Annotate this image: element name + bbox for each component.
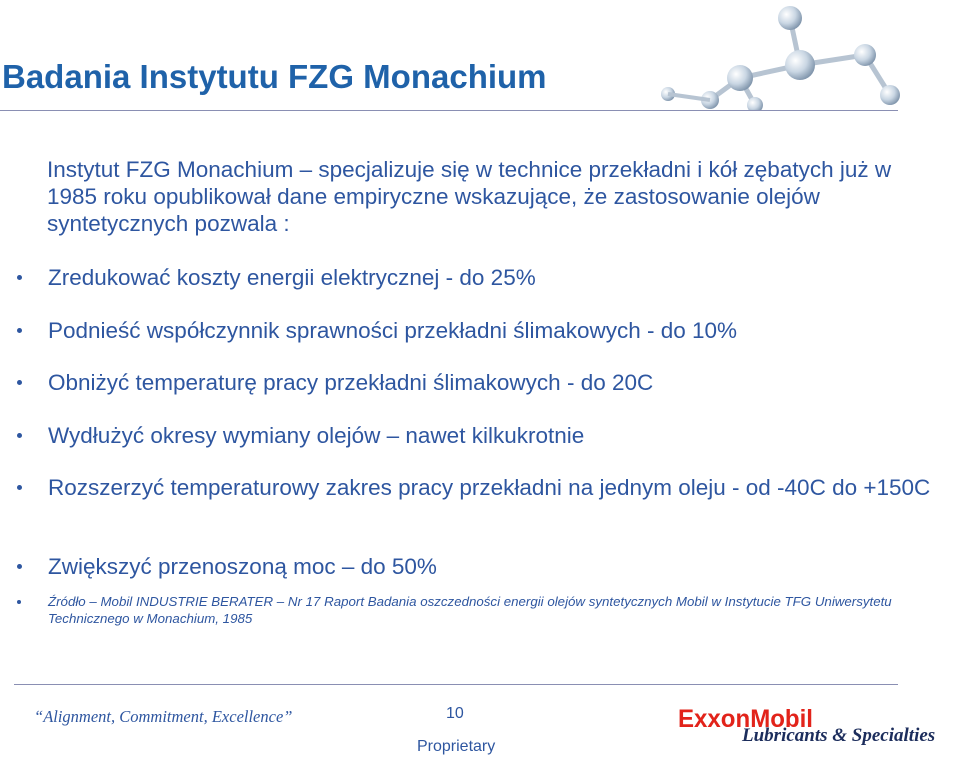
source-citation: Źródło – Mobil INDUSTRIE BERATER – Nr 17 Raport Badania oszczedności energii olejów syntetycznych Mobil w Instytucie TFG Uniwersytetu Technicznego w Monachium, 1985: [48, 593, 928, 627]
footer-divider: [14, 684, 898, 685]
slide-title: Badania Instytutu FZG Monachium: [2, 58, 547, 95]
list-item: Zwiększyć przenoszoną moc – do 50%: [48, 553, 948, 580]
list-item: Wydłużyć okresy wymiany olejów – nawet kilkukrotnie: [48, 422, 948, 449]
list-item: Podnieść współczynnik sprawności przekładni ślimakowych - do 10%: [48, 317, 948, 344]
footer-motto: “Alignment, Commitment, Excellence”: [34, 707, 293, 726]
proprietary-label: Proprietary: [417, 738, 496, 755]
intro-paragraph: Instytut FZG Monachium – specjalizuje się w technice przekładni i kół zębatych już w 1985 roku opublikował dane empiryczne wskazujące, że zastosowanie olejów syntetycznych pozwala :: [47, 157, 892, 236]
list-item: Obniżyć temperaturę pracy przekładni ślimakowych - do 20C: [48, 369, 948, 396]
list-item: Zredukować koszty energii elektrycznej - do 25%: [48, 264, 948, 291]
logo-tagline: Lubricants & Specialties: [742, 725, 936, 746]
svg-text:ExxonMobil: ExxonMobil: [678, 705, 813, 732]
list-item: Rozszerzyć temperaturowy zakres pracy przekładni na jednym oleju - od -40C do +150C: [48, 474, 943, 501]
page-number: 10: [446, 705, 464, 722]
